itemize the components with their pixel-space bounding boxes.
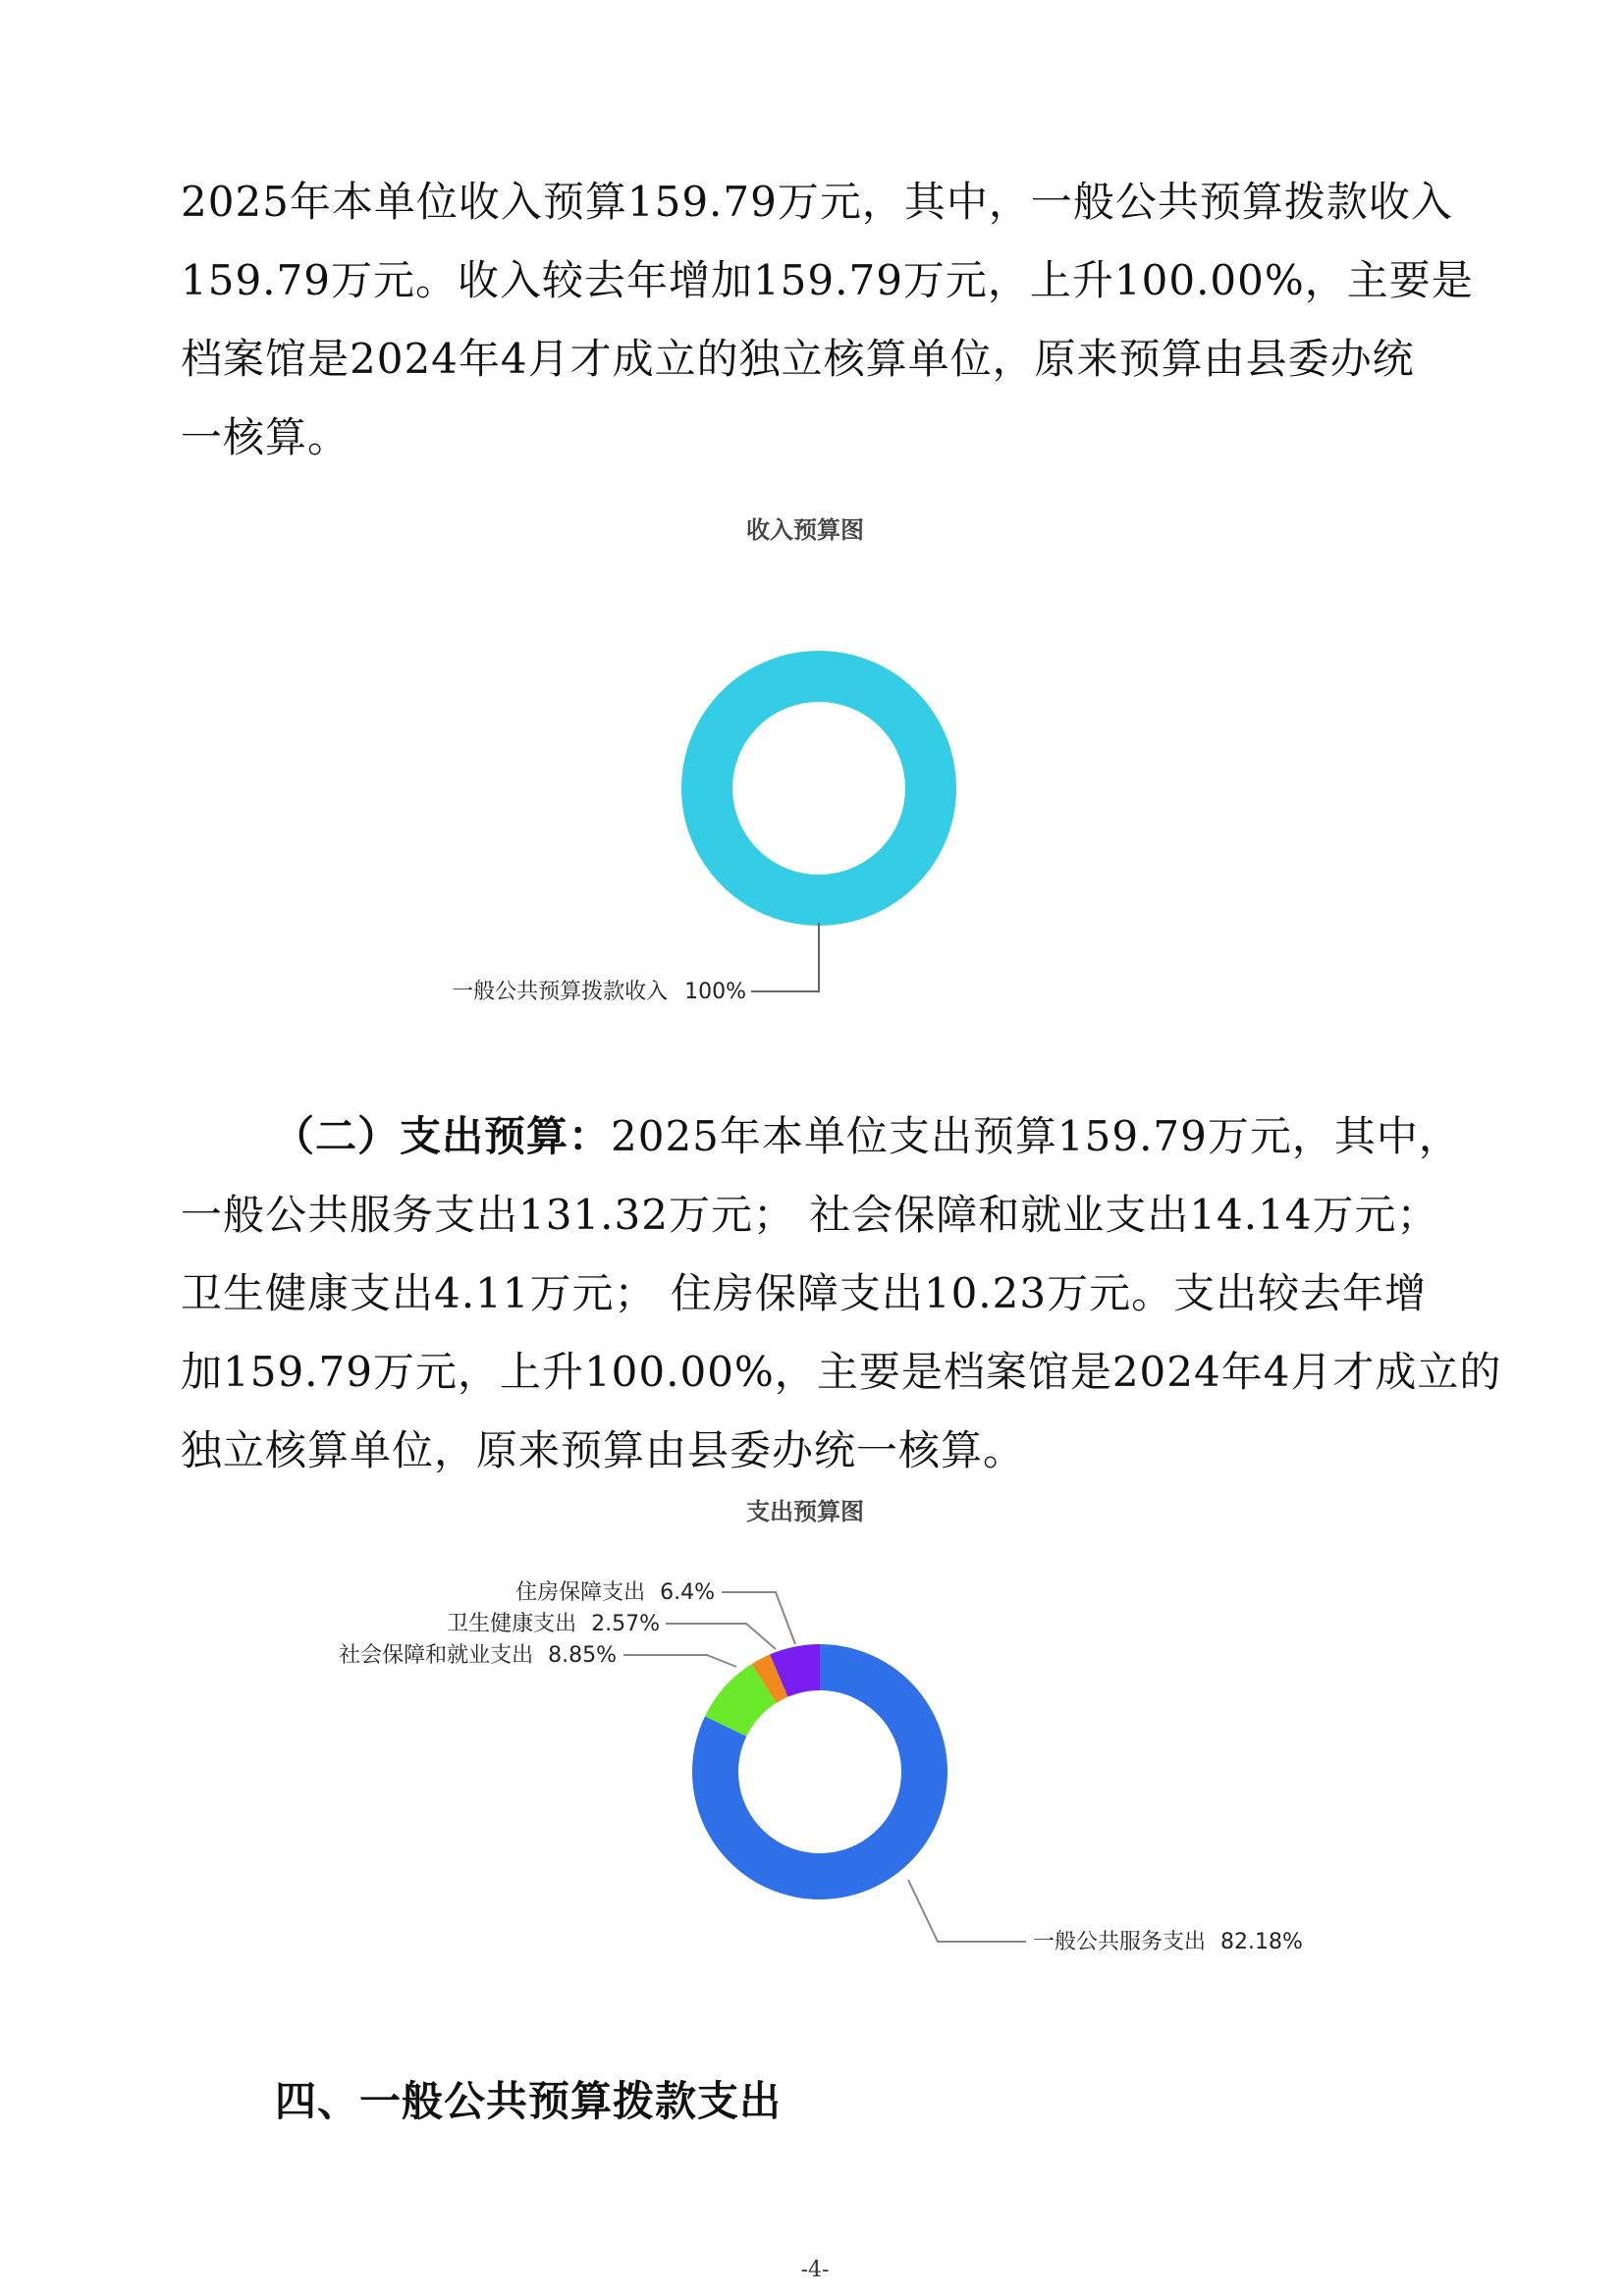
expense-label-housing-text: 住房保障支出 — [515, 1580, 646, 1605]
expense-label-social-text: 社会保障和就业支出 — [339, 1643, 534, 1668]
expense-line-2: 一般公共服务支出131.32万元； 社会保障和就业支出14.14万元； — [181, 1191, 1439, 1239]
expense-chart — [295, 1551, 1375, 1983]
expense-label-housing-percent: 6.4% — [660, 1580, 715, 1605]
income-slice-0 — [707, 676, 931, 900]
expense-label-health-text: 卫生健康支出 — [447, 1612, 577, 1636]
expense-label-health — [447, 1612, 660, 1636]
expense-chart-title: 支出预算图 — [746, 1498, 864, 1525]
income-line-1: 2025年本单位收入预算159.79万元，其中，一般公共预算拨款收入 — [181, 178, 1453, 226]
expense-paragraph — [181, 1097, 1502, 1490]
expense-label-health-percent: 2.57% — [591, 1612, 660, 1636]
section-heading: 四、一般公共预算拨款支出 — [275, 2077, 783, 2125]
expense-line-4: 加159.79万元，上升100.00%，主要是档案馆是2024年4月才成立的 — [181, 1348, 1502, 1396]
expense-label-general — [1033, 1930, 1303, 1954]
income-line-4: 一核算。 — [181, 413, 351, 461]
expense-label-social — [339, 1643, 617, 1668]
income-label-text: 一般公共预算拨款收入 — [452, 980, 669, 1004]
leader-line-health — [666, 1624, 776, 1649]
expense-label-housing — [515, 1580, 715, 1605]
income-line-2: 159.79万元。收入较去年增加159.79万元，上升100.00%，主要是 — [181, 256, 1474, 304]
expense-line-1-text: 2025年本单位支出预算159.79万元，其中， — [611, 1112, 1461, 1160]
leader-line-housing — [722, 1592, 795, 1644]
income-leader-line — [751, 923, 819, 991]
income-slice-label — [452, 980, 746, 1004]
income-line-3: 档案馆是2024年4月才成立的独立核算单位，原来预算由县委办统 — [181, 335, 1415, 383]
expense-heading: （二）支出预算： — [273, 1112, 612, 1160]
expense-label-general-percent: 82.18% — [1220, 1930, 1303, 1954]
expense-line-3: 卫生健康支出4.11万元； 住房保障支出10.23万元。支出较去年增 — [181, 1269, 1428, 1317]
expense-line-1 — [181, 1097, 1461, 1176]
income-chart — [452, 628, 1178, 1021]
income-label-percent: 100% — [684, 980, 746, 1004]
leader-line-social — [623, 1655, 736, 1667]
income-chart-title: 收入预算图 — [746, 516, 864, 544]
page-number: -4- — [800, 2258, 830, 2282]
expense-label-general-text: 一般公共服务支出 — [1033, 1930, 1207, 1954]
expense-label-social-percent: 8.85% — [548, 1643, 617, 1668]
leader-line-general — [908, 1880, 1026, 1942]
expense-line-5: 独立核算单位，原来预算由县委办统一核算。 — [181, 1426, 1026, 1474]
income-paragraph — [181, 163, 1474, 477]
